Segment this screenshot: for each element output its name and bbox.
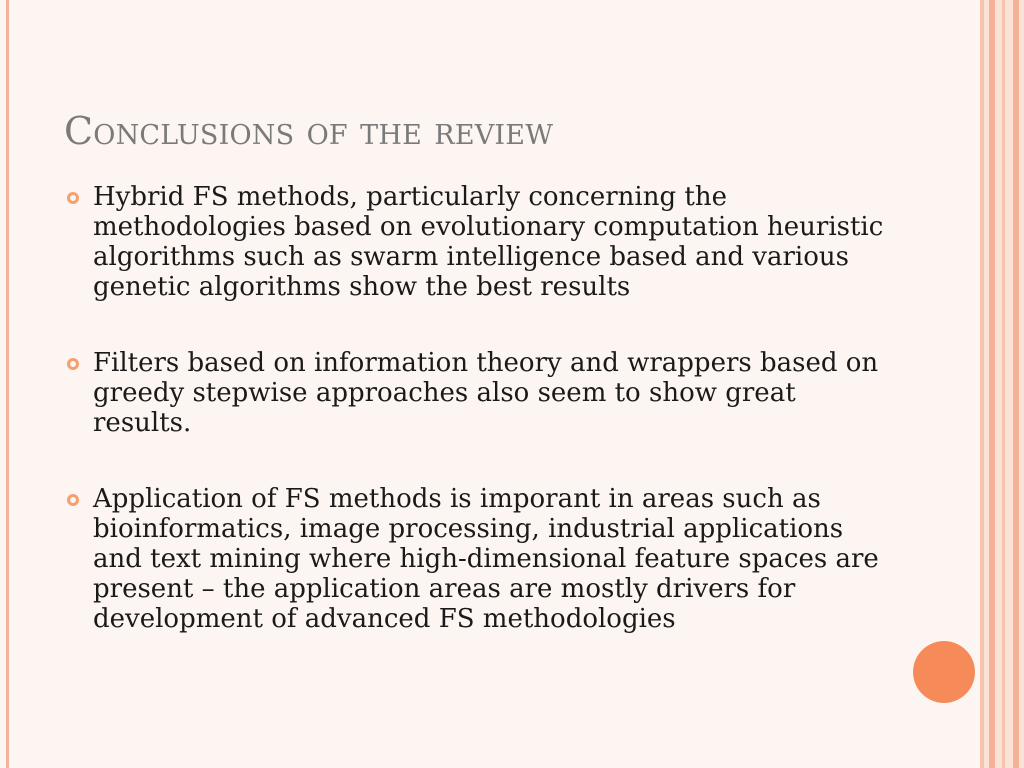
bullet-circle-icon <box>67 494 79 506</box>
bullet-text-2: Filters based on information theory and wrappers based on greedy stepwise approaches also seem to show great results. <box>93 348 879 438</box>
bullet-item-2 <box>64 348 894 438</box>
bullet-text-3: Application of FS methods is imporant in areas such as bioinformatics, image processing, industrial applications and text mining where high-dimensional feature spaces are present – the application areas are mostly drivers for development of advanced FS methodologies <box>93 484 879 634</box>
bullet-text-1: Hybrid FS methods, particularly concerning the methodologies based on evolutionary computation heuristic algorithms such as swarm intelligence based and various genetic algorithms show the best results <box>93 182 884 302</box>
bullet-item-3 <box>64 484 894 634</box>
bullet-item-1 <box>64 182 894 302</box>
slide-title: Conclusions of the review <box>64 109 554 153</box>
stripe-3 <box>1002 0 1005 768</box>
stripe-2 <box>989 0 995 768</box>
left-border-line <box>6 0 9 768</box>
stripe-4 <box>1013 0 1019 768</box>
bullet-circle-icon <box>67 192 79 204</box>
bullet-list <box>64 182 894 680</box>
orange-circle-decoration-icon <box>913 641 975 703</box>
right-decorative-stripes <box>980 0 1024 768</box>
bullet-circle-icon <box>67 358 79 370</box>
stripe-1 <box>980 0 984 768</box>
